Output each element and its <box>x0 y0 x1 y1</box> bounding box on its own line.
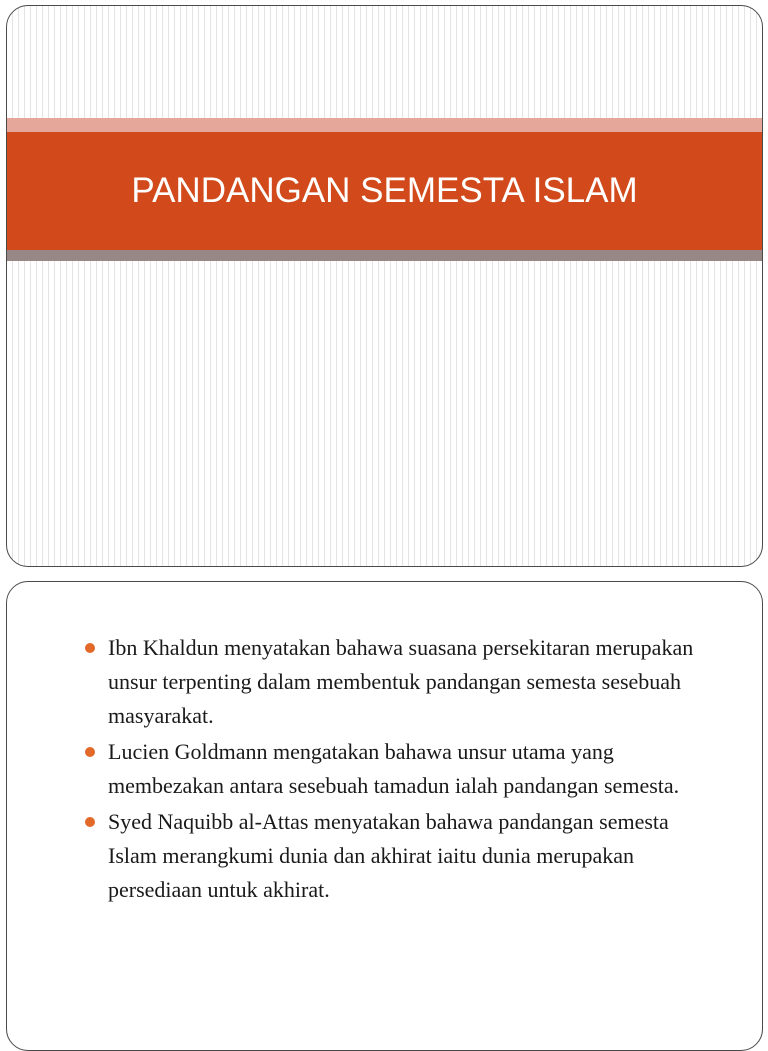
bullet-dot-icon <box>85 643 95 653</box>
bullet-list <box>85 631 715 909</box>
bullet-item <box>85 735 715 803</box>
bullet-text: Syed Naquibb al-Attas menyatakan bahawa pandangan semesta Islam merangkumi dunia dan akhirat iaitu dunia merupakan persediaan untuk akhirat. <box>108 809 669 902</box>
bullet-text: Ibn Khaldun menyatakan bahawa suasana persekitaran merupakan unsur terpenting dalam membentuk pandangan semesta sesebuah masyarakat. <box>108 635 694 728</box>
bullet-text: Lucien Goldmann mengatakan bahawa unsur utama yang membezakan antara sesebuah tamadun ialah pandangan semesta. <box>108 739 680 798</box>
bullet-item <box>85 631 715 733</box>
bullet-item <box>85 805 715 907</box>
title-slide <box>6 5 763 567</box>
bullet-dot-icon <box>85 817 95 827</box>
title-band-top-stripe <box>7 118 762 132</box>
title-band-bottom-stripe <box>7 250 762 261</box>
bullet-dot-icon <box>85 747 95 757</box>
slide-title: PANDANGAN SEMESTA ISLAM <box>131 171 638 210</box>
content-slide <box>6 581 763 1051</box>
title-band <box>7 132 762 250</box>
